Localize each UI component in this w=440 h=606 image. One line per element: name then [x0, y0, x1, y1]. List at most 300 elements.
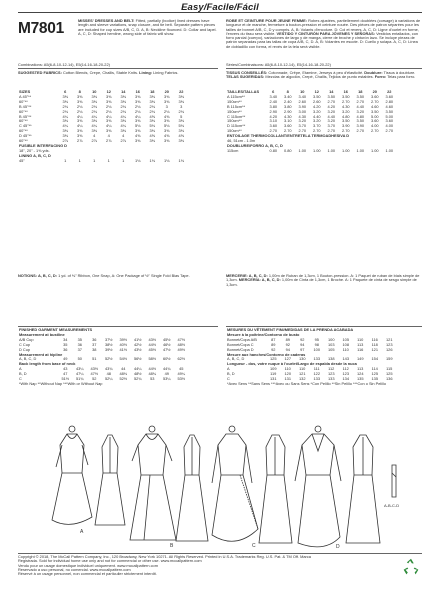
table-cell: 121	[386, 336, 393, 342]
footer-line-2: Registrada. Sold for individual home use only and not for commercial or other use. www.mccallpattern.com	[18, 558, 202, 564]
table-cell: 3⅜	[149, 98, 155, 104]
interfacing-row-text: 18", 20" - 1⅜ yds.	[19, 147, 50, 153]
table-cell: 3⅜	[77, 93, 83, 99]
hip-title-text: Mesure aux hanches/Contorno de caderas	[227, 351, 306, 357]
table-cell: 159	[386, 356, 393, 362]
table-cell: 4.20	[269, 113, 278, 119]
table-cell: 3.20	[312, 118, 321, 124]
table-cell: 116	[357, 346, 364, 352]
lining-title-text: LINING A, B, C, D	[19, 152, 51, 158]
table-cell: 4¼	[77, 113, 83, 119]
table-cell: 3.70	[312, 123, 321, 129]
fabrics-en-title: SUGGESTED FABRICS:	[18, 70, 62, 75]
notions-en-text: 1 yd. of ⅜" Ribbon, One Snap, A: One Package of ½" Single Fold Bias Tape.	[56, 273, 190, 278]
row-label: D Cup	[19, 346, 31, 352]
table-cell: 3⅜	[62, 133, 68, 139]
table-cell: 119	[270, 371, 277, 377]
table-cell: 110	[342, 346, 349, 352]
combinations-en: Combinations: A5(6-8-10-12-14), E5(14-16-18-20-22)	[18, 62, 110, 67]
measurements-table	[226, 328, 397, 387]
table-cell: 5⅛	[135, 123, 141, 129]
table-cell: 47½	[177, 336, 186, 342]
table-cell: 4.60	[370, 103, 379, 109]
table-cell: 4	[93, 133, 96, 139]
fabrics-fr-es	[226, 71, 422, 80]
table-cell: 18	[150, 89, 155, 94]
table-cell: 3⅜	[62, 93, 68, 99]
description-en-text: Fitted, partially (bodice) lined dresses have length and sleeve variations, snap closure, and tie belt. Separate pattern pieces are included for cup sizes A/B, C, D. A, B: Neckline flounced. D: Collar and lapel. A, C, D: Shaped hemline, wrong side of fabric will show.	[78, 18, 217, 36]
table-cell: 49½	[177, 346, 186, 352]
nap-note-text: *Avec Sens **Sans Sens ***Avec ou Sans Sens *Con Pelillo **Sin Pelillo ***Con o Sin Pelillo	[227, 380, 387, 386]
table-cell: 3⅜	[135, 128, 141, 134]
notions-fr-title: MERCERIE: A, B, C, D:	[226, 273, 268, 278]
table-cell: 5.00	[385, 113, 394, 119]
table-cell: 2⅛	[135, 108, 141, 114]
row-label: 150cm**	[227, 98, 242, 104]
row-label: Bonnet/Copa C	[227, 341, 254, 347]
table-cell: 10	[92, 89, 97, 94]
fabrics-en-lining-title: Lining:	[139, 70, 153, 75]
table-cell: 95	[314, 336, 319, 342]
view-b-front-drawing	[130, 426, 176, 540]
table-cell: 114	[371, 366, 378, 372]
row-label: B 45"**	[19, 103, 32, 109]
row-label: A, B, C, D	[227, 356, 245, 362]
notions-es-text: 1,00m de Cinta de 1,3cm, 1 Broche. A: 1 Paquete de cinta de sesgo simple de 1,3cm.	[226, 277, 417, 287]
table-cell: 4.20	[327, 103, 336, 109]
table-cell: 51	[92, 356, 97, 362]
table-cell: 3⅜	[135, 118, 141, 124]
fabrics-es-title: TELAS SUGERIDAS:	[226, 74, 265, 80]
measurements-table	[18, 328, 189, 387]
table-cell: 125	[270, 356, 277, 362]
table-cell: 51¾	[75, 376, 84, 382]
table-cell: 1.00	[370, 147, 379, 153]
footer	[18, 555, 398, 576]
table-cell: 3.20	[327, 108, 336, 114]
table-cell: 4.00	[385, 123, 394, 129]
table-cell: 132	[299, 376, 306, 382]
table-cell: 1	[78, 157, 81, 163]
table-cell: 92	[285, 341, 290, 347]
table-cell: 52¼	[104, 376, 113, 382]
measurements-title-text: FINISHED GARMENT MEASUREMENTS	[19, 327, 93, 332]
table-cell: 54½	[119, 356, 128, 362]
table-cell: 89	[285, 336, 290, 342]
table-cell: 4⅝	[149, 133, 155, 139]
table-cell: 60½	[162, 356, 171, 362]
table-cell: 53½	[177, 376, 186, 382]
table-cell: 2.70	[370, 128, 379, 134]
row-label: A/B Cup	[19, 336, 34, 342]
table-cell: 44¾	[162, 366, 171, 372]
table-cell: 3⅜	[149, 93, 155, 99]
table-cell: 3⅜	[178, 138, 184, 144]
table-cell: 3.40	[283, 93, 292, 99]
table-cell: 10	[300, 89, 305, 94]
table-cell: 1.00	[385, 147, 394, 153]
table-cell: 133	[313, 356, 320, 362]
table-cell: 39½	[104, 346, 113, 352]
row-label: 45"	[19, 157, 25, 163]
table-cell: 89	[271, 341, 276, 347]
table-cell: 1	[122, 157, 125, 163]
table-cell: 4¼	[106, 113, 112, 119]
table-cell: 1.00	[327, 147, 336, 153]
table-cell: 45	[179, 366, 184, 372]
table-cell: 38	[92, 346, 97, 352]
table-cell: 3⅜	[106, 93, 112, 99]
table-cell: 2⅛	[62, 108, 68, 114]
table-cell: 46½	[162, 341, 171, 347]
fabrics-fr-lining: Tissus à doublure.	[382, 70, 416, 75]
description-en	[78, 19, 220, 36]
table-cell: 3⅜	[62, 128, 68, 134]
fabrics-es-text: Mezclas de algodón, Crepé, Challis, Tejidos de punto estables.	[264, 74, 374, 80]
table-cell: 110	[299, 366, 306, 372]
table-cell: 1.00	[356, 147, 365, 153]
table-cell: 2.70	[356, 98, 365, 104]
table-cell: 42½	[133, 341, 142, 347]
table-cell: 3⅜	[135, 93, 141, 99]
table-cell: 3.90	[298, 103, 307, 109]
fabrics-es-lining-title: Forro:	[374, 74, 387, 80]
table-cell: 4⅝	[164, 113, 170, 119]
table-cell: 3.50	[385, 108, 394, 114]
belt-drawing	[392, 465, 396, 497]
table-cell: 3⅜	[178, 93, 184, 99]
table-cell: 36	[92, 336, 97, 342]
table-cell: 4¼	[120, 113, 126, 119]
table-cell: 6	[64, 89, 67, 94]
table-cell: 3.50	[327, 93, 336, 99]
table-cell: 3.60	[269, 123, 278, 129]
row-label: 60"**	[19, 128, 28, 134]
measurements-en	[18, 328, 189, 387]
table-cell: 2.80	[385, 98, 394, 104]
table-cell: 3⅜	[149, 118, 155, 124]
table-cell: 2⅞	[62, 138, 68, 144]
table-cell: 41½	[119, 346, 128, 352]
table-cell: 3⅜	[135, 98, 141, 104]
table-cell: 52½	[119, 376, 128, 382]
row-label: 60"**	[19, 138, 28, 144]
table-cell: 2.60	[298, 98, 307, 104]
row-label: B, D	[227, 371, 235, 377]
table-cell: 113	[357, 341, 364, 347]
table-cell: 100	[328, 336, 335, 342]
back-length-title-text: Longueur - dos, votre nuque à l'ourlet/Largo de espalda desde la nuca	[227, 361, 357, 367]
table-cell: 2⅛	[77, 103, 83, 109]
table-cell: 5	[180, 113, 183, 119]
table-cell: 20	[372, 89, 377, 94]
table-cell: 138	[328, 356, 335, 362]
combinations-fr: Séries/Combinaisons: A5(6-8-10-12-14), E5(14-16-18-20-22)	[226, 62, 331, 67]
yardage-table-en	[18, 90, 189, 164]
table-cell: 4¼	[106, 123, 112, 129]
table-cell: 133	[313, 376, 320, 382]
row-label: A 45"**	[19, 93, 32, 99]
table-cell: 2.90	[283, 108, 292, 114]
table-cell: 136	[386, 376, 393, 382]
table-cell: 3⅜	[178, 128, 184, 134]
table-cell: 120	[284, 371, 291, 377]
table-cell: 44½	[148, 366, 157, 372]
row-label: B 45"**	[19, 113, 32, 119]
bust-title-text: Measurement at bustline	[19, 331, 65, 337]
table-cell: 4.40	[312, 113, 321, 119]
lining-row	[18, 159, 189, 164]
table-cell: 133	[328, 376, 335, 382]
table-cell: 4.40	[356, 103, 365, 109]
table-cell: 2⅛	[91, 103, 97, 109]
table-cell: 4.80	[341, 113, 350, 119]
table-cell: 111	[313, 366, 320, 372]
table-cell: 109	[270, 366, 277, 372]
table-cell: 2.40	[283, 98, 292, 104]
table-cell: 110	[284, 366, 291, 372]
table-cell: 3⅜	[164, 138, 170, 144]
table-cell: 48½	[133, 371, 142, 377]
table-cell: 14	[329, 89, 334, 94]
table-cell: 135	[371, 376, 378, 382]
view-a-front-drawing	[52, 426, 92, 524]
table-cell: 37	[77, 346, 82, 352]
row-label: D 115cm**	[227, 123, 246, 129]
table-cell: 52½	[104, 356, 113, 362]
table-cell: 3⅜	[77, 128, 83, 134]
table-cell: 4	[107, 133, 110, 139]
table-cell: 2⅞	[91, 138, 97, 144]
lining-row	[226, 149, 397, 154]
table-cell: 116	[371, 336, 378, 342]
table-cell: 34	[63, 336, 68, 342]
table-cell: 49	[63, 356, 68, 362]
row-label: C	[19, 376, 22, 382]
table-cell: 130	[299, 356, 306, 362]
table-cell: 121	[371, 346, 378, 352]
table-cell: 35	[63, 341, 68, 347]
table-cell: 5⅛	[149, 123, 155, 129]
view-a-back-drawing	[95, 435, 125, 525]
table-cell: 124	[357, 371, 364, 377]
row-label: SIZES	[19, 89, 31, 94]
table-cell: 2⅛	[77, 108, 83, 114]
description-es-text: Vestidos entallados, con forro parcial (cuerpo), variaciones de largo y de manga, cierre de broche y cinturón lazo. Se incluye piezas de patrón separadas para las tallas de copa A/B, C, D. A, B: Volantes en escote. D: Cuello y solapa. A, C, D: Línea de dobladillo con forma, el revés de la tela será visible.	[226, 30, 419, 49]
table-cell: 123	[328, 371, 335, 377]
table-cell: 3.20	[298, 118, 307, 124]
divider	[18, 68, 218, 69]
table-cell: 127	[284, 356, 291, 362]
table-cell: 3⅜	[77, 133, 83, 139]
view-c-front-drawing	[212, 426, 258, 541]
lining-title-text: DOUBLURE/FORRO A, B, C, D	[227, 142, 283, 148]
table-cell: 3	[180, 103, 183, 109]
table-cell: 131	[270, 376, 277, 382]
notions-en	[18, 274, 218, 278]
table-cell: 1⅛	[178, 157, 184, 163]
footer-line-4: Reservado a uso personal, no comercial. www.mccallpattern.com	[18, 566, 131, 572]
fabrics-fr-text: Cotonnade, Crêpe, Etamine, Jerseys à peu d'élasticité.	[267, 70, 364, 75]
fabrics-es-lining: Telas para forro.	[386, 74, 416, 80]
table-cell: 2.70	[356, 128, 365, 134]
table-cell: 3.50	[341, 118, 350, 124]
table-cell: 56½	[133, 356, 142, 362]
table-cell: 4.30	[283, 113, 292, 119]
table-cell: 1⅛	[164, 157, 170, 163]
table-cell: 2⅛	[120, 103, 126, 109]
table-cell: 2⅛	[178, 108, 184, 114]
table-cell: 154	[371, 356, 378, 362]
table-cell: 113	[357, 366, 364, 372]
table-cell: 48	[106, 371, 111, 377]
table-cell: 3.50	[312, 93, 321, 99]
table-cell: 3.40	[298, 93, 307, 99]
table-cell: 43½	[90, 366, 99, 372]
table-cell: 3⅜	[62, 118, 68, 124]
view-b-label: B	[170, 543, 174, 549]
yardage-table	[18, 90, 189, 164]
table-cell: 3.60	[370, 93, 379, 99]
row-label: Bonnet/Copa A/B	[227, 336, 257, 342]
table-cell: 121	[299, 371, 306, 377]
table-cell: 3.60	[370, 118, 379, 124]
table-cell: 2.70	[269, 128, 278, 134]
table-cell: 45½	[148, 346, 157, 352]
row-label: 150cm**	[227, 108, 242, 114]
table-cell: 2⅛	[149, 108, 155, 114]
table-cell: 3⅜	[149, 128, 155, 134]
table-cell: 3.70	[298, 123, 307, 129]
table-cell: 39½	[119, 336, 128, 342]
table-cell: 2⅛	[149, 103, 155, 109]
table-cell: 3⅜	[164, 128, 170, 134]
row-label: A 115cm**	[227, 93, 245, 99]
nap-note	[18, 382, 189, 387]
table-cell: 3.50	[370, 108, 379, 114]
table-cell: 49	[164, 371, 169, 377]
row-label: C 45"**	[19, 123, 32, 129]
table-cell: 3⅜	[164, 98, 170, 104]
row-label: 60"**	[19, 118, 28, 124]
belt-label: A-B-C-D	[384, 503, 400, 508]
table-cell: 49¼	[177, 371, 186, 377]
table-cell: 3.10	[269, 118, 278, 124]
table-cell: 2.70	[385, 128, 394, 134]
table-cell: 52¾	[133, 376, 142, 382]
interfacing-title-text: FUSIBLE INTERFACING D	[19, 142, 67, 148]
nap-note-text: *With Nap **Without Nap ***With or Without Nap	[19, 380, 103, 386]
table-cell: 3.20	[341, 108, 350, 114]
table-cell: 43¾	[104, 366, 113, 372]
table-cell: 2⅛	[164, 108, 170, 114]
table-cell: 92	[271, 346, 276, 352]
table-cell: 3⅜	[120, 98, 126, 104]
table-cell: 94	[300, 341, 305, 347]
table-cell: 2⅛	[91, 108, 97, 114]
table-cell: 126	[386, 346, 393, 352]
table-cell: 105	[342, 336, 349, 342]
table-cell: 1⅛	[135, 157, 141, 163]
table-cell: 3⅜	[120, 93, 126, 99]
table-cell: 3.60	[283, 123, 292, 129]
table-cell: 47¼	[75, 371, 84, 377]
table-cell: 4.30	[298, 113, 307, 119]
footer-line-5: Réservé à un usage personnel, non commercial et particulier strictement interdit.	[18, 571, 157, 577]
table-cell: 18	[358, 89, 363, 94]
table-cell: 52	[92, 376, 97, 382]
table-cell: 3⅜	[62, 98, 68, 104]
row-label: C	[227, 376, 230, 382]
table-cell: 16	[135, 89, 140, 94]
divider	[226, 68, 422, 69]
fabrics-en-text: Cotton Blends, Crepe, Challis, Stable Knits.	[61, 70, 139, 75]
description-es-title: VESTIDO Y CINTURÓN PARA JÓVENES Y SEÑORAS:	[276, 30, 376, 36]
table-cell: 3.20	[312, 108, 321, 114]
table-cell: 1	[64, 157, 67, 163]
table-cell: 1.00	[341, 147, 350, 153]
table-cell: 3⅜	[164, 93, 170, 99]
table-cell: 4.30	[341, 103, 350, 109]
fabrics-en-lining: Lining Fabrics.	[152, 70, 179, 75]
table-cell: 143	[342, 356, 349, 362]
measurements-title-text: MESURES DU VÊTEMENT FINI/MEDIDAS DE LA PRENDA ACABADA	[227, 327, 354, 332]
table-cell: 48½	[177, 341, 186, 347]
table-cell: 2⅞	[106, 138, 112, 144]
fabrics-fr-title: TISSUS CONSEILLÉS:	[226, 70, 268, 75]
notions-es-title: MERCERÍA: A, B, C, D:	[238, 277, 281, 283]
table-cell: 47½	[162, 346, 171, 352]
table-cell: 8	[78, 89, 81, 94]
table-cell: 131	[284, 376, 291, 382]
table-cell: 44	[121, 366, 126, 372]
table-cell: 20	[164, 89, 169, 94]
view-b-back-drawing	[176, 435, 208, 541]
table-cell: 2.90	[269, 108, 278, 114]
view-c-label: C	[252, 543, 256, 549]
table-cell: 4¼	[91, 113, 97, 119]
table-cell: 43½	[148, 336, 157, 342]
table-cell: 2.70	[283, 128, 292, 134]
table-cell: 122	[313, 371, 320, 377]
notions-en-title: NOTIONS: A, B, C, D:	[18, 273, 57, 278]
table-cell: 45½	[162, 336, 171, 342]
table-cell: 2⅛	[106, 108, 112, 114]
row-label: 150cm**	[227, 118, 242, 124]
table-cell: 4¼	[135, 113, 141, 119]
description-en-title: MISSES' DRESSES AND BELT:	[78, 18, 135, 23]
table-cell: 2.70	[370, 98, 379, 104]
table-cell: 4.60	[385, 103, 394, 109]
table-cell: 3⅜	[120, 118, 126, 124]
table-cell: 2.70	[341, 128, 350, 134]
table-cell: 125	[371, 371, 378, 377]
table-cell: 47	[63, 371, 68, 377]
table-cell: 4¼	[77, 123, 83, 129]
table-cell: 108	[342, 341, 349, 347]
table-cell: 40½	[119, 341, 128, 347]
table-cell: 2.70	[312, 128, 321, 134]
table-cell: 3⅜	[106, 118, 112, 124]
view-d-label: D	[336, 544, 340, 550]
table-cell: 16	[343, 89, 348, 94]
table-cell: 98	[314, 341, 319, 347]
table-cell: 2.40	[269, 98, 278, 104]
table-cell: 110	[357, 336, 364, 342]
table-cell: 112	[328, 366, 335, 372]
pattern-number: M7801	[18, 20, 64, 37]
table-cell: 2⅛	[106, 103, 112, 109]
